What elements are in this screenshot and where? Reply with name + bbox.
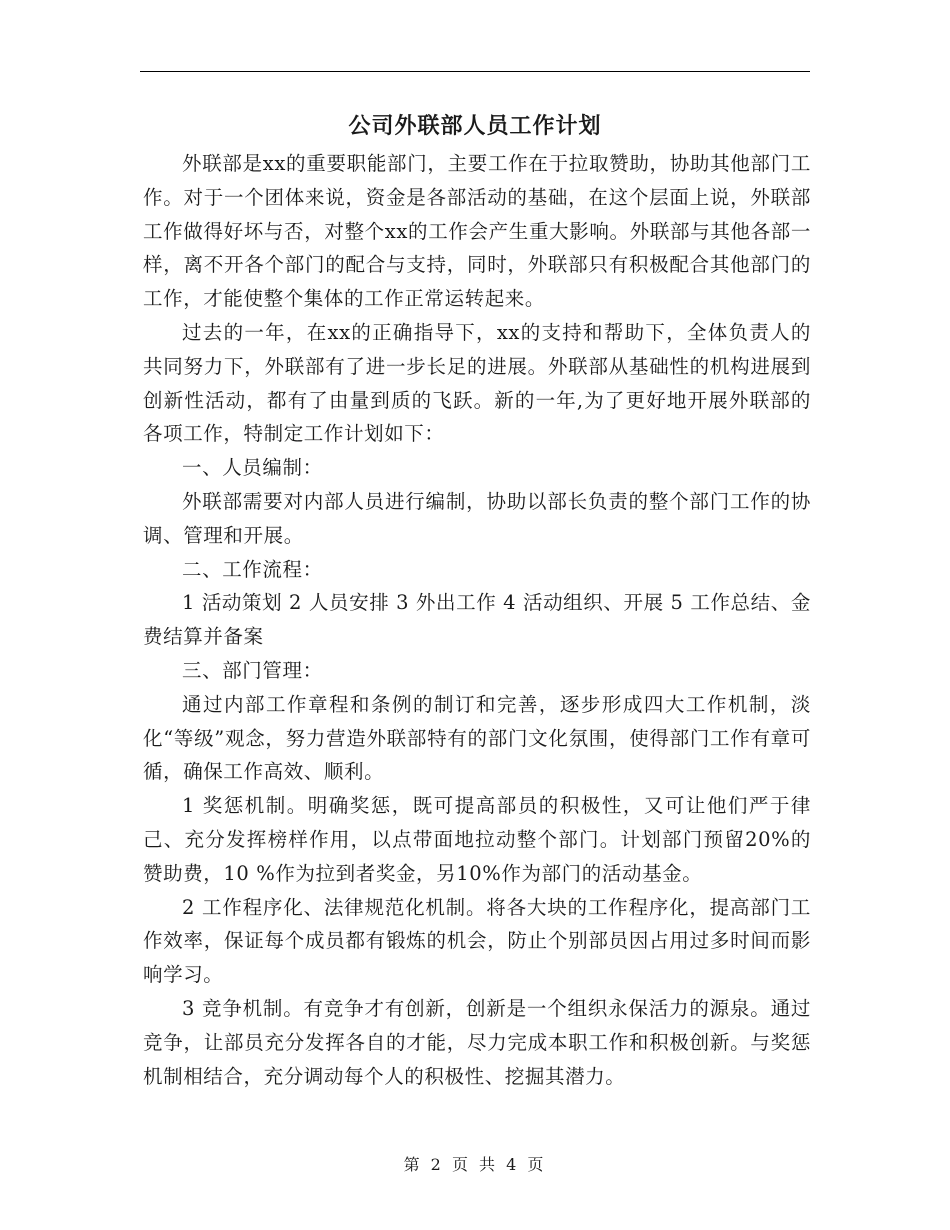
paragraph-management: 通过内部工作章程和条例的制订和完善，逐步形成四大工作机制，淡化“等级”观念，努力营造外联部特有的部门文化氛围，使得部门工作有章可循，确保工作高效、顺利。: [143, 692, 811, 784]
section-heading-staffing: 一、人员编制：: [182, 456, 323, 480]
paragraph-staffing: 外联部需要对内部人员进行编制，协助以部长负责的整个部门工作的协调、管理和开展。: [143, 489, 811, 547]
paragraph-review: 过去的一年，在xx的正确指导下，xx的支持和帮助下，全体负责人的共同努力下，外联部有了进一步长足的进展。外联部从基础性的机构进展到创新性活动，都有了由量到质的飞跃。新的一年,为了更好地开展外联部的各项工作，特制定工作计划如下：: [143, 320, 811, 446]
document-body: [143, 147, 811, 1093]
paragraph-procedure-mechanism: 2 工作程序化、法律规范化机制。将各大块的工作程序化，提高部门工作效率，保证每个成员都有锻炼的机会，防止个别部员因占用过多时间而影响学习。: [143, 895, 811, 987]
section-heading-workflow: 二、工作流程：: [182, 557, 323, 581]
paragraph-intro: 外联部是xx的重要职能部门，主要工作在于拉取赞助，协助其他部门工作。对于一个团体来说，资金是各部活动的基础，在这个层面上说，外联部工作做得好坏与否，对整个xx的工作会产生重大影响。外联部与其他各部一样，离不开各个部门的配合与支持，同时，外联部只有积极配合其他部门的工作，才能使整个集体的工作正常运转起来。: [143, 152, 811, 311]
paragraph-workflow: 1 活动策划 2 人员安排 3 外出工作 4 活动组织、开展 5 工作总结、金费结算并备案: [143, 591, 811, 649]
page-number-footer: 第 2 页 共 4 页: [403, 1155, 547, 1174]
document-title: 公司外联部人员工作计划: [348, 113, 602, 139]
header-rule: [140, 71, 810, 72]
section-heading-management: 三、部门管理：: [182, 658, 323, 682]
paragraph-reward-mechanism: 1 奖惩机制。明确奖惩，既可提高部员的积极性，又可让他们严于律己、充分发挥榜样作用，以点带面地拉动整个部门。计划部门预留20%的赞助费，10 %作为拉到者奖金，另10%作为部门的活动基金。: [143, 794, 811, 885]
paragraph-competition-mechanism: 3 竞争机制。有竞争才有创新，创新是一个组织永保活力的源泉。通过竞争，让部员充分发挥各自的才能，尽力完成本职工作和积极创新。与奖惩机制相结合，充分调动每个人的积极性、挖掘其潜力。: [143, 996, 811, 1088]
